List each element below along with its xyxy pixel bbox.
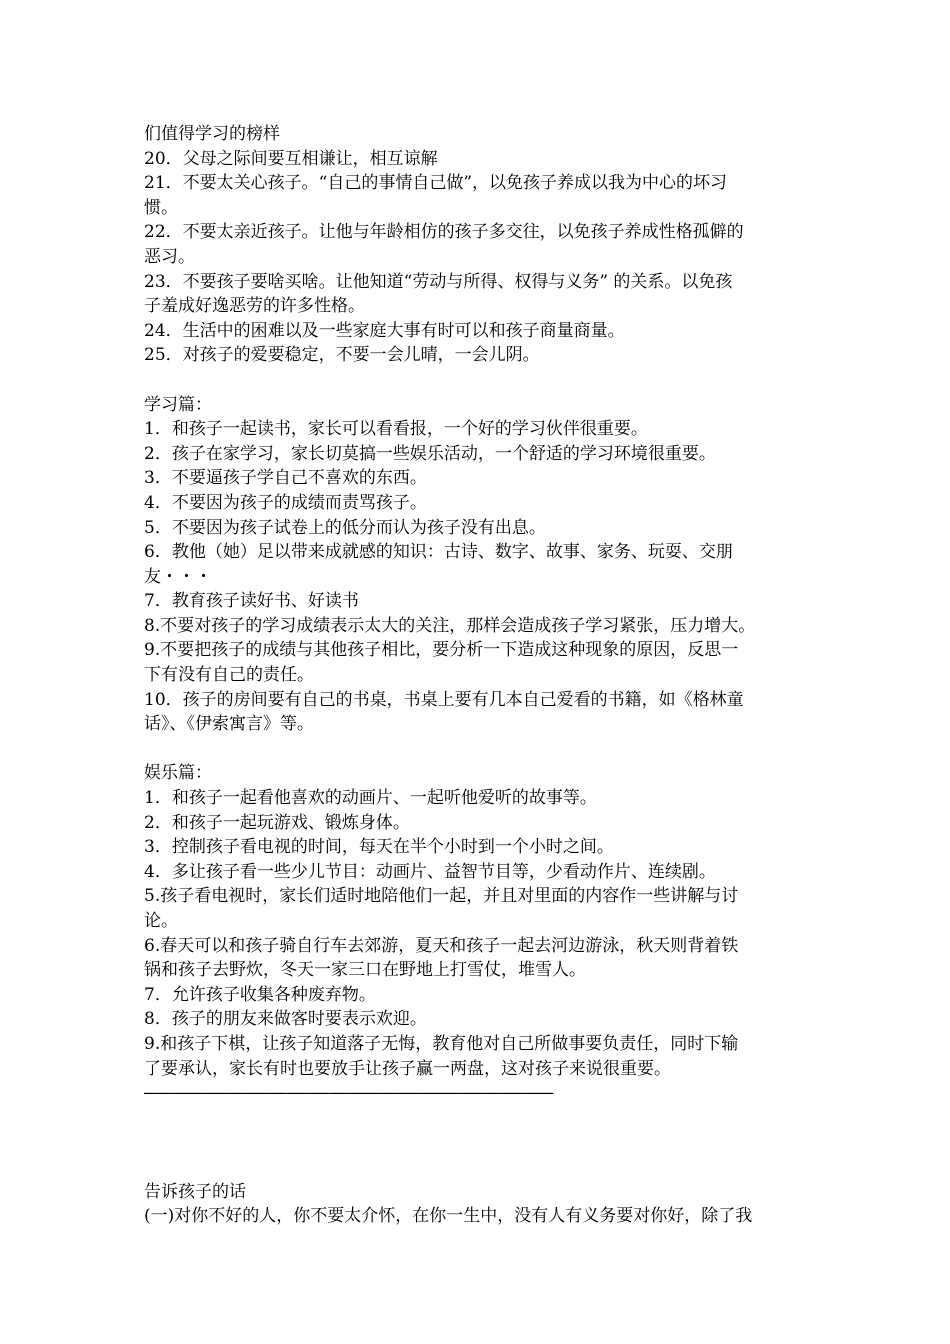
text-line: 话》、《伊索寓言》等。 xyxy=(144,714,314,735)
text-line: 9.和孩子下棋，让孩子知道落子无悔，教育他对自己所做事要负责任，同时下输 xyxy=(144,1033,739,1054)
blank-line xyxy=(144,368,816,393)
text-line: 1．和孩子一起读书，家长可以看看报，一个好的学习伙伴很重要。 xyxy=(144,419,648,440)
text-line: 1．和孩子一起看他喜欢的动画片、一起听他爱听的故事等。 xyxy=(144,788,597,809)
text-line: 6.春天可以和孩子骑自行车去郊游，夏天和孩子一起去河边游泳，秋天则背着铁 xyxy=(144,935,739,956)
text-line: 7．允许孩子收集各种废弃物。 xyxy=(144,984,376,1005)
text-line: 子羞成好逸恶劳的许多性格。 xyxy=(144,296,365,317)
blank-line xyxy=(144,1130,816,1155)
study-section xyxy=(144,393,816,737)
talk-section xyxy=(144,1180,816,1229)
text-line: 4．不要因为孩子的成绩而责骂孩子。 xyxy=(144,492,427,513)
text-line: 3．控制孩子看电视的时间，每天在半个小时到一个小时之间。 xyxy=(144,837,614,858)
section-heading: 告诉孩子的话 xyxy=(144,1181,246,1202)
text-line: (一)对你不好的人，你不要太介怀，在你一生中，没有人有义务要对你好，除了我 xyxy=(144,1206,753,1227)
text-line: 们值得学习的榜样 xyxy=(144,124,280,144)
blank-line xyxy=(144,737,816,762)
text-line: 惯。 xyxy=(144,197,178,218)
text-line: 锅和孩子去野炊，冬天一家三口在野地上打雪仗，堆雪人。 xyxy=(144,960,586,981)
text-line: 9.不要把孩子的成绩与其他孩子相比，要分析一下造成这种现象的原因，反思一 xyxy=(144,640,739,661)
text-line: 友・・・ xyxy=(144,566,212,587)
text-line: 8．孩子的朋友来做客时要表示欢迎。 xyxy=(144,1009,427,1030)
blank-line xyxy=(144,1155,816,1180)
text-line: 10．孩子的房间要有自己的书桌，书桌上要有几本自己爱看的书籍，如《格林童 xyxy=(144,689,744,710)
text-line: 6．教他（她）足以带来成就感的知识：古诗、数字、故事、家务、玩耍、交朋 xyxy=(144,542,733,563)
text-line: 5．不要因为孩子试卷上的低分而认为孩子没有出息。 xyxy=(144,517,546,538)
blank-line xyxy=(144,1106,816,1131)
text-line: 论。 xyxy=(144,911,178,931)
text-line: 25．对孩子的爱要稳定，不要一会儿晴，一会儿阴。 xyxy=(144,345,540,366)
section-heading: 学习篇： xyxy=(144,394,212,415)
section-heading: 娱乐篇： xyxy=(144,763,212,784)
intro-section xyxy=(144,122,816,368)
text-line: 2．孩子在家学习，家长切莫搞一些娱乐活动，一个舒适的学习环境很重要。 xyxy=(144,443,716,464)
fun-section xyxy=(144,761,816,1105)
document-page xyxy=(144,122,816,1229)
text-line: 20．父母之际间要互相谦让，相互谅解 xyxy=(144,148,438,169)
text-line: 恶习。 xyxy=(144,246,195,267)
text-line: 7．教育孩子读好书、好读书 xyxy=(144,591,359,612)
divider-line: ———————————————————————————————————————— xyxy=(144,1083,554,1104)
text-line: 22．不要太亲近孩子。让他与年龄相仿的孩子多交往，以免孩子养成性格孤僻的 xyxy=(144,222,744,243)
text-line: 下有没有自己的责任。 xyxy=(144,665,314,686)
text-line: 了要承认，家长有时也要放手让孩子赢一两盘，这对孩子来说很重要。 xyxy=(144,1058,671,1079)
text-line: 21．不要太关心孩子。“自己的事情自己做”，以免孩子养成以我为中心的坏习 xyxy=(144,173,728,194)
text-line: 24．生活中的困难以及一些家庭大事有时可以和孩子商量商量。 xyxy=(144,320,625,341)
text-line: 5.孩子看电视时，家长们适时地陪他们一起，并且对里面的内容作一些讲解与讨 xyxy=(144,886,739,907)
text-line: 4．多让孩子看一些少儿节目：动画片、益智节目等，少看动作片、连续剧。 xyxy=(144,861,716,882)
text-line: 2．和孩子一起玩游戏、锻炼身体。 xyxy=(144,812,410,833)
text-line: 23．不要孩子要啥买啥。让他知道“劳动与所得、权得与义务” 的关系。以免孩 xyxy=(144,271,733,292)
text-line: 8.不要对孩子的学习成绩表示太大的关注，那样会造成孩子学习紧张，压力增大。 xyxy=(144,615,756,636)
text-line: 3．不要逼孩子学自己不喜欢的东西。 xyxy=(144,468,427,489)
